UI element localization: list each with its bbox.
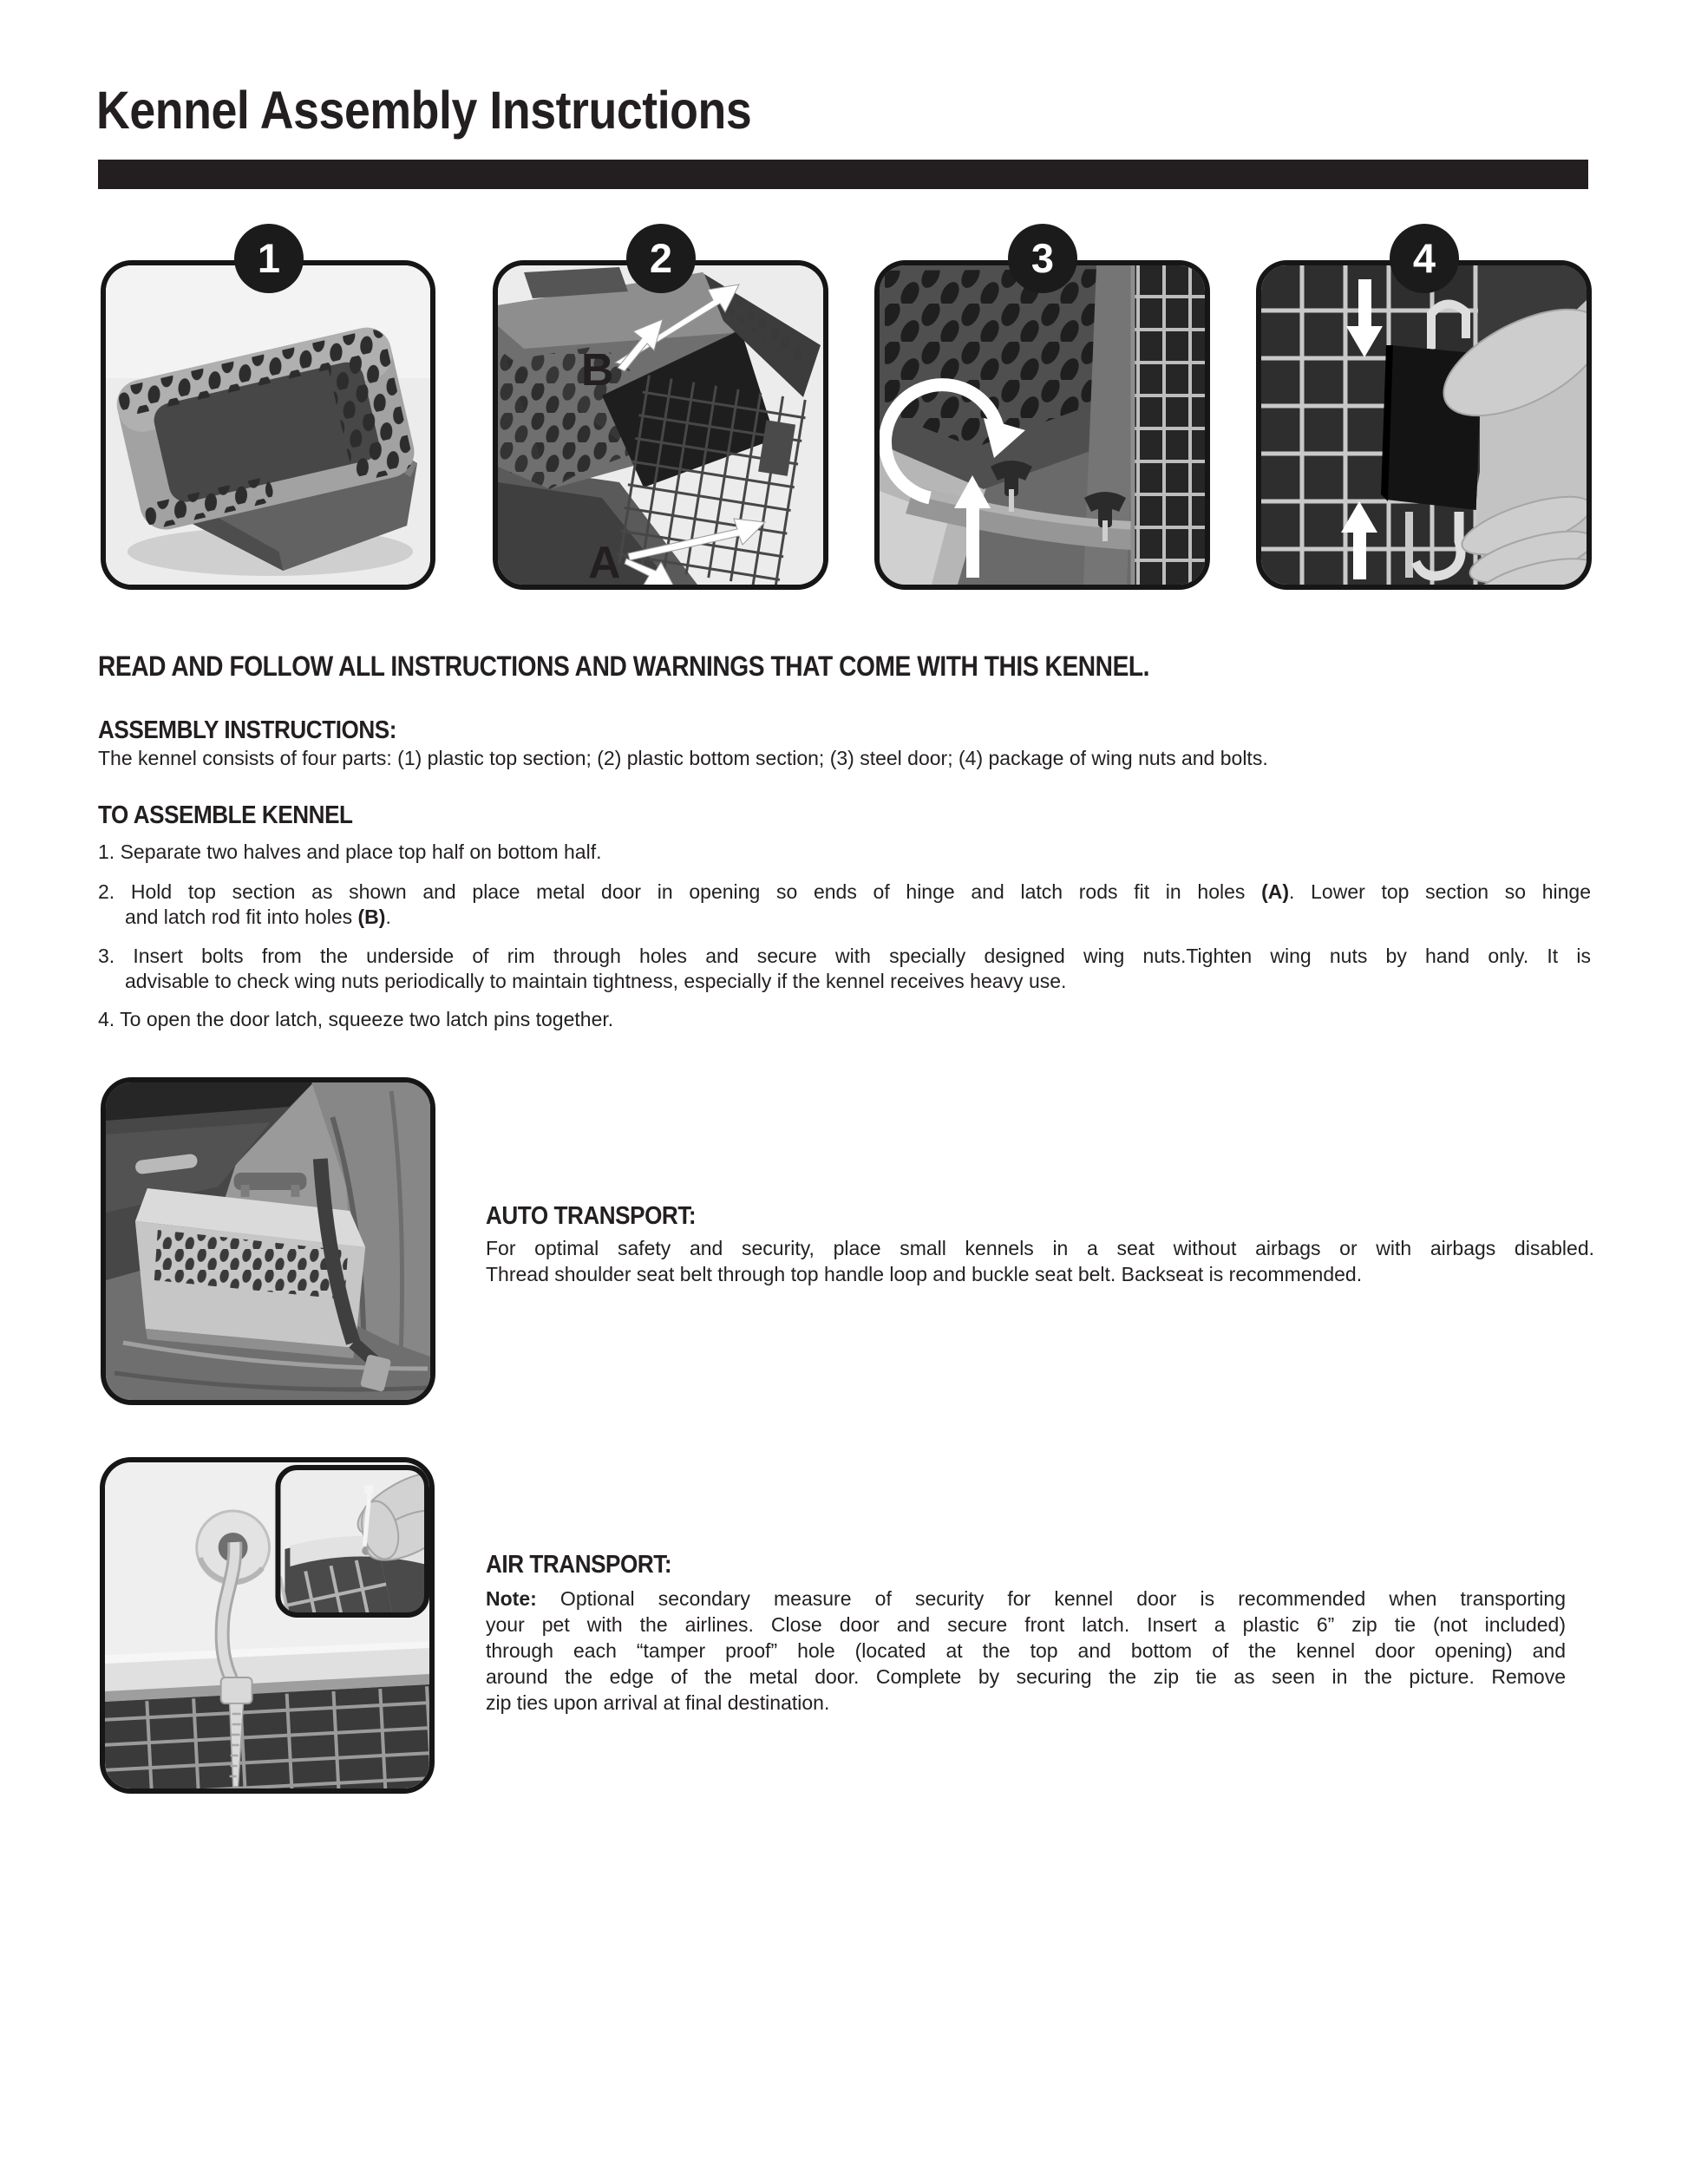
step2-photo — [493, 260, 828, 590]
step-number-badge: 1 — [234, 224, 304, 293]
air-transport-body: Note: Optional secondary measure of security for kennel door is recommended when transporting your pet with the airlines. Close door and secure front latch. Insert a plastic 6” zip tie (not included) through each “tamper proof” hole (located at the top and bottom of the kennel door opening) and around the edge of the metal door. Complete by securing the zip tie as seen in the picture. Remove zip ties upon arrival at final destination. — [486, 1587, 1566, 1714]
assembly-heading: ASSEMBLY INSTRUCTIONS: — [98, 716, 396, 744]
assemble-step-2: 2. Hold top section as shown and place metal door in opening so ends of hinge and latch rods fit in holes (A). Lower top section so hinge and latch rod fit into holes (B). — [98, 880, 1591, 928]
step3-photo — [874, 260, 1210, 590]
step-number-badge: 2 — [626, 224, 696, 293]
step1-photo — [101, 260, 435, 590]
wire-door — [1133, 265, 1205, 585]
hole-label-b: B — [581, 345, 614, 396]
assembly-intro: The kennel consists of four parts: (1) plastic top section; (2) plastic bottom section; (3) steel door; (4) package of wing nuts and bolts. — [98, 747, 1268, 769]
auto-transport-body: For optimal safety and security, place small kennels in a seat without airbags or with airbags disabled. Thread shoulder seat belt through top handle loop and buckle seat belt. Backseat is recommended. — [486, 1237, 1594, 1285]
air-transport-heading: AIR TRANSPORT: — [486, 1551, 672, 1579]
page-title: Kennel Assembly Instructions — [96, 81, 752, 140]
to-assemble-heading: TO ASSEMBLE KENNEL — [98, 801, 353, 829]
hole-label-a: A — [588, 538, 621, 585]
title-rule-bar — [98, 160, 1588, 189]
wire-door-mesh — [105, 1684, 429, 1788]
air-transport-photo — [100, 1457, 435, 1794]
assemble-step-4: 4. To open the door latch, squeeze two latch pins together. — [98, 1008, 614, 1030]
assemble-step-3: 3. Insert bolts from the underside of rim through holes and secure with specially designed wing nuts.Tighten wing nuts by hand only. It is advisable to check wing nuts periodically to maintain tightness, especially if the kennel receives heavy use. — [98, 945, 1591, 992]
warning-heading: READ AND FOLLOW ALL INSTRUCTIONS AND WARNINGS THAT COME WITH THIS KENNEL. — [98, 651, 1150, 682]
step4-photo — [1256, 260, 1592, 590]
auto-transport-photo — [101, 1077, 435, 1405]
step-number-badge: 4 — [1390, 224, 1459, 293]
inset-photo — [270, 1462, 429, 1638]
step-number-badge: 3 — [1008, 224, 1077, 293]
assemble-step-1: 1. Separate two halves and place top half on bottom half. — [98, 840, 602, 863]
auto-transport-heading: AUTO TRANSPORT: — [486, 1202, 697, 1230]
